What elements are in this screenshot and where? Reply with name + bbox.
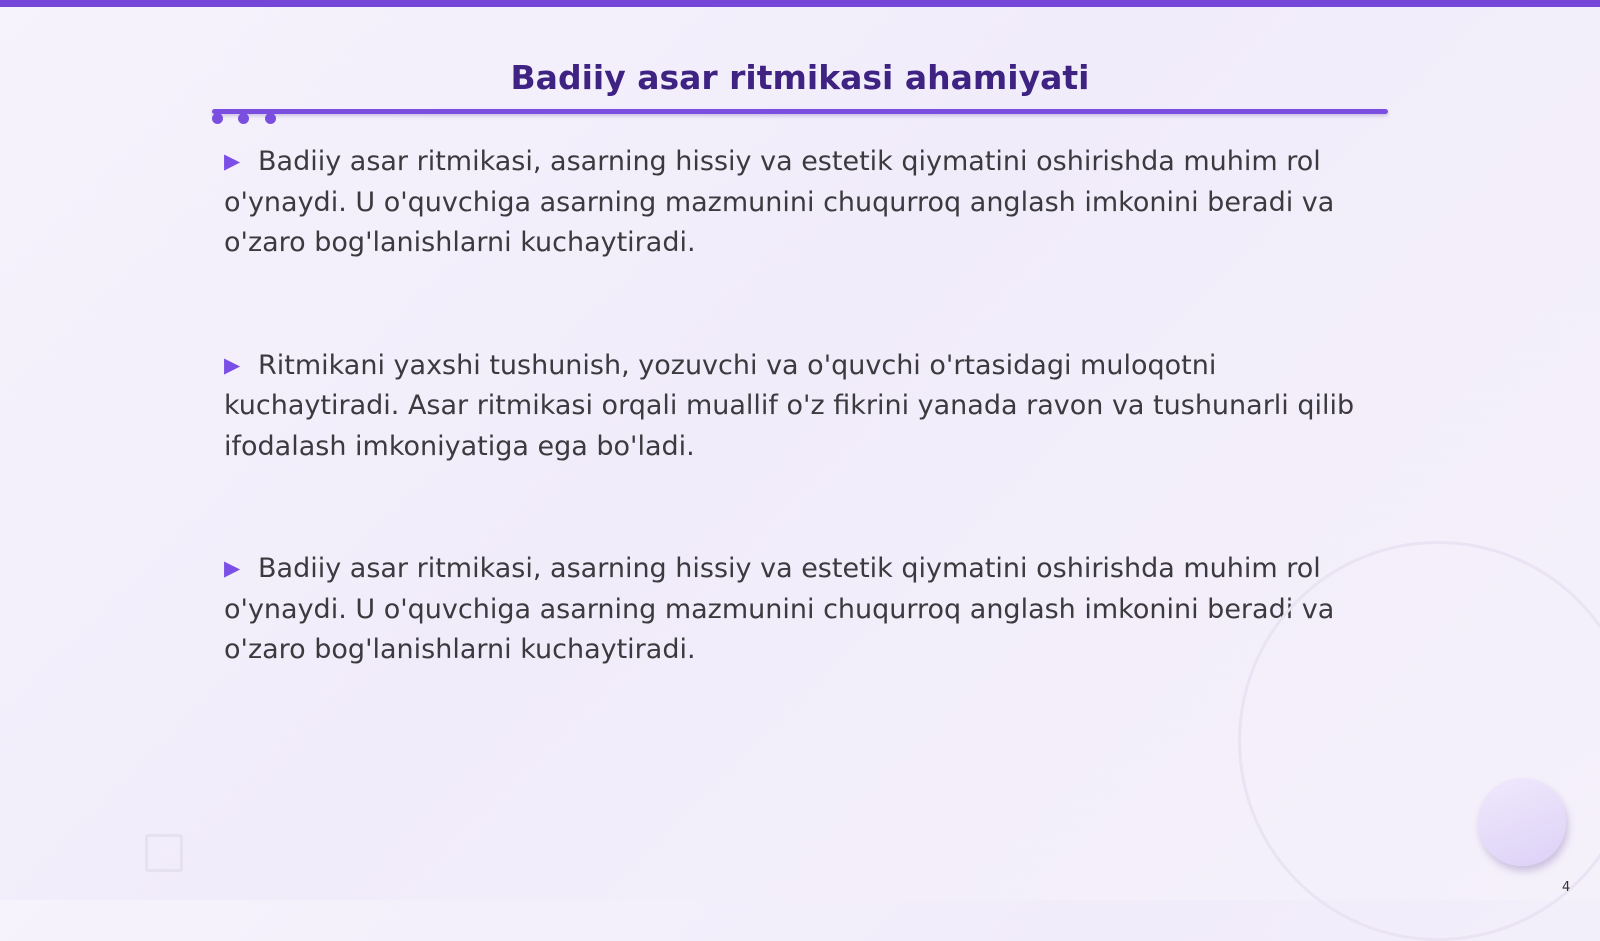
decorative-circle	[1478, 778, 1566, 866]
triangle-bullet-icon: ▶	[224, 556, 241, 580]
page-number: 4	[1562, 880, 1571, 895]
title-underline	[212, 109, 1388, 114]
bullet-list	[224, 141, 1374, 752]
bullet-text: Ritmikani yaxshi tushunish, yozuvchi va o'quvchi o'rtasidagi muloqotni kuchaytiradi. Asar ritmikasi orqali muallif o'z fikrini yanada ravon va tushunarli qilib ifodalash imkoniyatiga ega bo'ladi.	[224, 349, 1355, 462]
decorative-dot	[212, 113, 223, 124]
triangle-bullet-icon: ▶	[224, 352, 241, 377]
top-accent-bar	[0, 0, 1600, 7]
triangle-bullet-icon: ▶	[224, 149, 241, 173]
decorative-dot	[238, 113, 249, 124]
decorative-square	[145, 834, 183, 872]
bullet-item-1	[224, 141, 1374, 264]
slide-title: Badiiy asar ritmikasi ahamiyati	[510, 58, 1090, 97]
bullet-text: Badiiy asar ritmikasi, asarning hissiy va estetik qiymatini oshirishda muhim rol o'ynaydi. U o'quvchiga asarning mazmunini chuqurroq anglash imkonini beradi va o'zaro bog'lanishlarni kuchaytiradi.	[224, 146, 1335, 258]
bullet-item-2	[224, 345, 1374, 468]
bullet-text: Badiiy asar ritmikasi, asarning hissiy va estetik qiymatini oshirishda muhim rol o'ynaydi. U o'quvchiga asarning mazmunini chuqurroq anglash imkonini beradi va o'zaro bog'lanishlarni kuchaytiradi.	[224, 553, 1335, 665]
decorative-dot	[265, 113, 276, 124]
bullet-item-3	[224, 548, 1374, 671]
